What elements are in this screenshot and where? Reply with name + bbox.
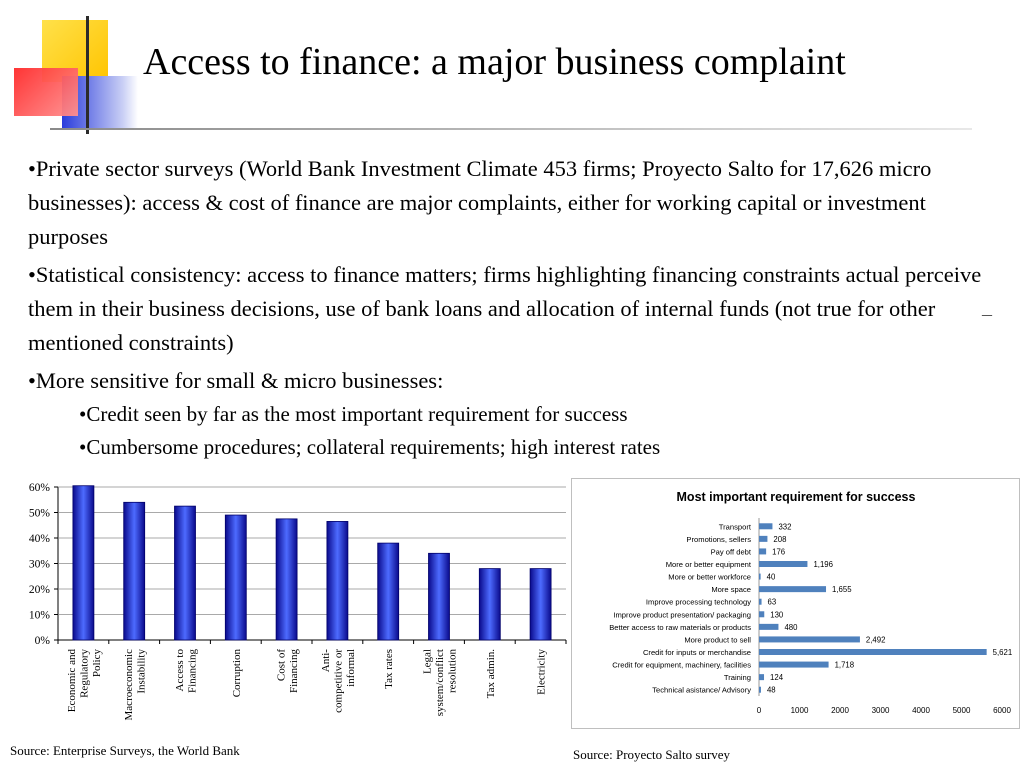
x-tick-label: 1000 [790,706,809,715]
slide-title: Access to finance: a major business complaint [143,41,846,83]
value-label: 5,621 [992,648,1013,657]
chart-title: Most important requirement for success [676,490,916,504]
y-tick-label: 30% [28,558,50,571]
hbar [759,599,762,605]
hbar [759,636,860,642]
x-category-label: Financing [186,649,199,693]
category-label: Better access to raw materials or products [609,622,751,632]
hbar [759,662,829,668]
x-tick-label: 4000 [912,706,930,715]
x-category-label: Regulatory [78,649,91,698]
source-right: Source: Proyecto Salto survey [573,747,731,762]
x-category-label: resolution [446,649,459,693]
bar [124,502,145,640]
bar [378,543,399,640]
category-label: More or better equipment [665,560,751,569]
y-tick-label: 0% [34,635,50,647]
hbar [759,586,826,592]
value-label: 480 [784,622,798,632]
bullet-list [28,152,988,464]
hbar [759,574,761,580]
bar [327,521,348,640]
value-label: 332 [778,522,792,532]
title-underline [50,128,972,130]
bar [530,569,551,640]
bar [73,486,94,640]
hbar [759,536,767,542]
x-category-label: informal [344,649,357,687]
deco-vertical-line [86,16,89,134]
x-tick-label: 0 [756,706,762,715]
stray-dash: – [982,303,992,325]
hbar [759,687,761,693]
bar [276,519,297,640]
x-category-label: competitive or [332,649,345,713]
x-category-label: Tax rates [383,649,396,689]
x-category-label: Tax admin. [484,649,497,699]
x-category-label: Instability [135,649,148,694]
y-tick-label: 20% [28,584,50,596]
x-tick-label: 5000 [952,706,971,715]
x-category-label: Financing [287,649,300,693]
x-category-label: system/conflict [434,649,446,717]
hbar [759,561,807,567]
category-label: Training [723,673,751,683]
value-label: 130 [770,610,784,620]
x-category-label: Policy [90,649,103,678]
category-label: More space [711,585,751,595]
category-label: Credit for inputs or merchandise [642,648,751,657]
bar [429,553,450,640]
y-tick-label: 60% [28,482,50,494]
bullet-statistical-consistency: •Statistical consistency: access to finance matters; firms highlighting financing constraints actual perceive them in their business decisions, use of bank loans and allocation of internal funds (not true for other mentioned constraints) [28,262,982,355]
sub-bullet-credit: •Credit seen by far as the most important requirement for success [79,402,628,426]
hbar [759,523,772,529]
x-tick-label: 2000 [831,706,849,715]
value-label: 208 [773,534,787,544]
constraints-bar-chart [0,470,572,738]
category-label: Promotions, sellers [686,534,751,544]
x-category-label: Cost of [275,649,288,682]
bullet-small-micro: •More sensitive for small & micro businesses: [28,368,444,393]
hbar [759,611,764,617]
sub-bullet-procedures: •Cumbersome procedures; collateral requirements; high interest rates [79,435,661,459]
value-label: 1,196 [813,560,833,569]
category-label: Improve processing technology [645,597,751,607]
bar [225,515,246,640]
hbar [759,649,987,655]
value-label: 2,492 [865,635,886,645]
category-label: More or better workforce [668,572,751,582]
value-label: 63 [767,597,777,607]
value-label: 124 [770,673,784,683]
value-label: 1,718 [834,660,855,670]
value-label: 176 [772,547,786,557]
source-left: Source: Enterprise Surveys, the World Bank [10,743,240,758]
x-category-label: Access to [173,649,186,692]
x-category-label: Legal [421,649,434,675]
x-category-label: Macroeconomic [122,649,135,721]
category-label: Technical asistance/ Advisory [652,685,751,695]
x-category-label: Electricity [535,649,548,695]
x-category-label: Economic and [65,649,78,713]
value-label: 48 [766,685,776,695]
hbar [759,624,778,630]
bar [175,506,196,640]
category-label: Transport [718,522,751,532]
category-label: Improve product presentation/ packaging [613,610,751,620]
bullet-private-surveys: •Private sector surveys (World Bank Investment Climate 453 firms; Proyecto Salto for 17,626 micro businesses): access & cost of finance are major complaints, either for working capital or investment purposes [28,156,932,249]
value-label: 1,655 [832,585,852,595]
bar [479,569,500,640]
category-label: More product to sell [684,635,751,645]
category-label: Credit for equipment, machinery, facilities [612,660,751,670]
y-tick-label: 50% [28,507,50,520]
x-category-label: Corruption [230,649,243,698]
category-label: Pay off debt [710,547,751,557]
x-tick-label: 6000 [993,706,1011,715]
requirement-bar-chart [571,478,1021,730]
x-tick-label: 3000 [871,706,890,715]
x-category-label: Anti- [319,649,332,673]
y-tick-label: 40% [28,533,50,545]
value-label: 40 [766,572,776,582]
hbar [759,548,766,554]
chart-frame [572,479,1020,729]
deco-red-square [14,68,78,116]
y-tick-label: 10% [28,609,50,622]
hbar [759,674,764,680]
